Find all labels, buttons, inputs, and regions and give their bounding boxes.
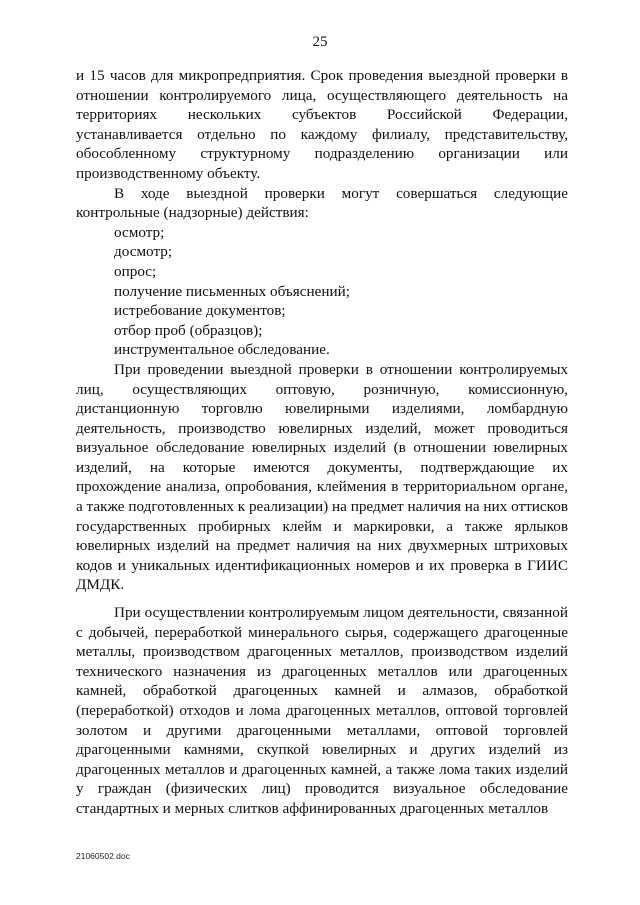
list-item: досмотр; (114, 243, 173, 261)
list-item: осмотр; (114, 223, 165, 241)
list-item: инструментальное обследование. (114, 341, 330, 359)
page-number: 25 (312, 34, 328, 50)
list-item: опрос; (114, 262, 157, 280)
body-text (76, 66, 568, 819)
paragraph-precious-metals-inspection: При осуществлении контролируемым лицом деятельности, связанной с добычей, переработкой минерального сырья, содержащего драгоценные металлы, производством драгоценных металлов, производством изделий технического назначения из драгоценных металлов или драгоценных камней, обработкой драгоценных камней и алмазов, обработкой (переработкой) отходов и лома драгоценных металлов, оптовой торговлей золотом и другими драгоценными металлами, оптовой торговлей драгоценными камнями, скупкой ювелирных и других изделий из драгоценных металлов и драгоценных камней, а также лома таких изделий у граждан (физических лиц) проводится визуальное обследование стандартных и мерных слитков аффинированных драгоценных металлов (76, 604, 568, 817)
paragraph-inspection-duration: и 15 часов для микропредприятия. Срок проведения выездной проверки в отношении контролируемого лица, осуществляющего деятельность на территориях нескольких субъектов Российской Федерации, устанавливается отдельно по каждому филиалу, представительству, обособленному структурному подразделению организации или производственному объекту. (76, 67, 568, 182)
paragraph-control-actions-intro: В ходе выездной проверки могут совершаться следующие контрольные (надзорные) действия: (76, 184, 568, 222)
list-item: отбор проб (образцов); (114, 321, 263, 339)
list-item: получение письменных объяснений; (114, 282, 350, 300)
paragraph-jewelry-inspection: При проведении выездной проверки в отношении контролируемых лиц, осуществляющих оптовую, розничную, комиссионную, дистанционную торговлю ювелирными изделиями, ломбардную деятельность, производство ювелирных изделий, может проводиться визуальное обследование ювелирных изделий (в отношении ювелирных изделий, на которые имеются документы, подтверждающие их прохождение анализа, опробования, клеймения в территориальном органе, а также подготовленных к реализации) на предмет наличия на них оттисков государственных пробирных клейм и маркировки, а также ярлыков ювелирных изделий на предмет наличия на них двухмерных штриховых кодов и уникальных идентификационных номеров и их проверка в ГИИС ДМДК. (76, 360, 568, 594)
list-item: истребование документов; (114, 302, 286, 320)
footer-file-code: 21060502.doc (76, 851, 130, 861)
